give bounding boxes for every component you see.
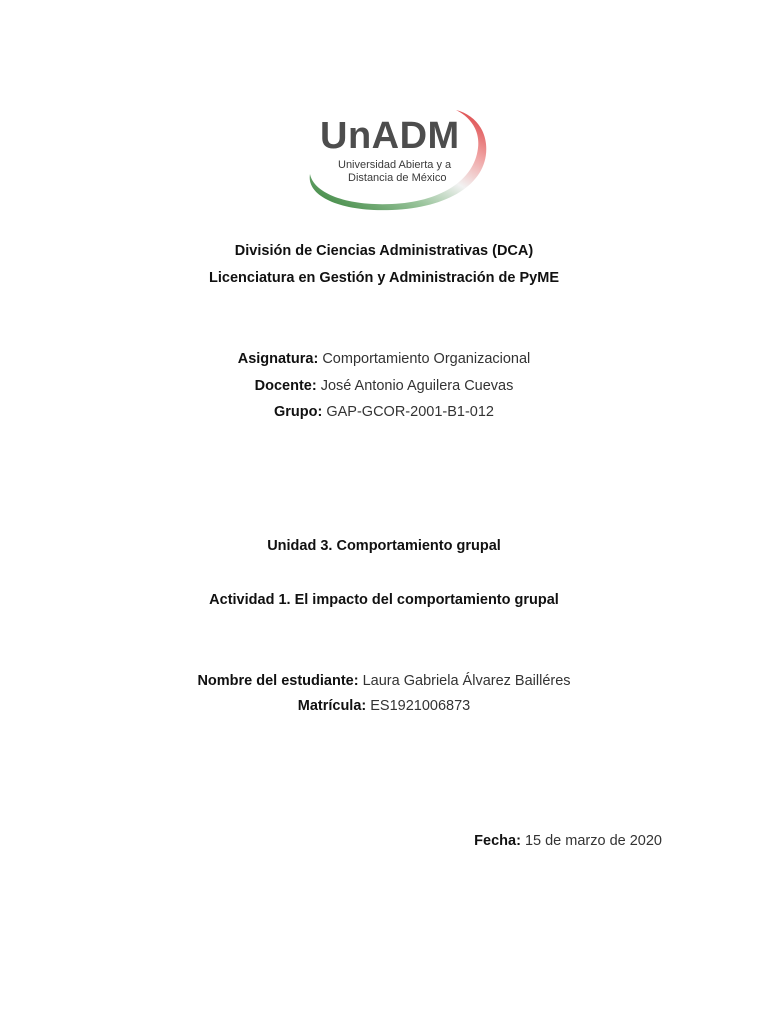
- unadm-logo: [300, 104, 492, 214]
- date-line: [400, 832, 662, 850]
- grupo-label: Grupo:: [274, 404, 323, 420]
- date-value: 15 de marzo de 2020: [524, 833, 662, 849]
- matricula-label: Matrícula:: [297, 698, 367, 714]
- logo-wordmark: UnADM: [320, 115, 460, 157]
- licenciatura-heading: Licenciatura en Gestión y Administración de PyME: [209, 270, 559, 286]
- asignatura-label: Asignatura:: [237, 351, 319, 367]
- student-name-line: [0, 672, 768, 690]
- unidad-title: Unidad 3. Comportamiento grupal: [267, 538, 501, 554]
- student-name-value: Laura Gabriela Álvarez Bailléres: [362, 673, 571, 689]
- asignatura-value: Comportamiento Organizacional: [322, 351, 531, 367]
- date-label: Fecha:: [474, 833, 521, 849]
- docente-line: [0, 377, 768, 395]
- matricula-line: [0, 697, 768, 715]
- asignatura-line: [0, 350, 768, 368]
- student-name-label: Nombre del estudiante:: [197, 673, 359, 689]
- actividad-title: Actividad 1. El impacto del comportamiento grupal: [209, 592, 559, 608]
- division-heading: División de Ciencias Administrativas (DCA): [234, 243, 534, 259]
- logo-subtitle-line2: Distancia de México: [348, 172, 447, 184]
- docente-label: Docente:: [254, 378, 317, 394]
- docente-value: José Antonio Aguilera Cuevas: [320, 378, 514, 394]
- grupo-line: [0, 403, 768, 421]
- logo-subtitle-line1: Universidad Abierta y a: [338, 159, 452, 171]
- grupo-value: GAP-GCOR-2001-B1-012: [326, 404, 494, 420]
- matricula-value: ES1921006873: [370, 698, 471, 714]
